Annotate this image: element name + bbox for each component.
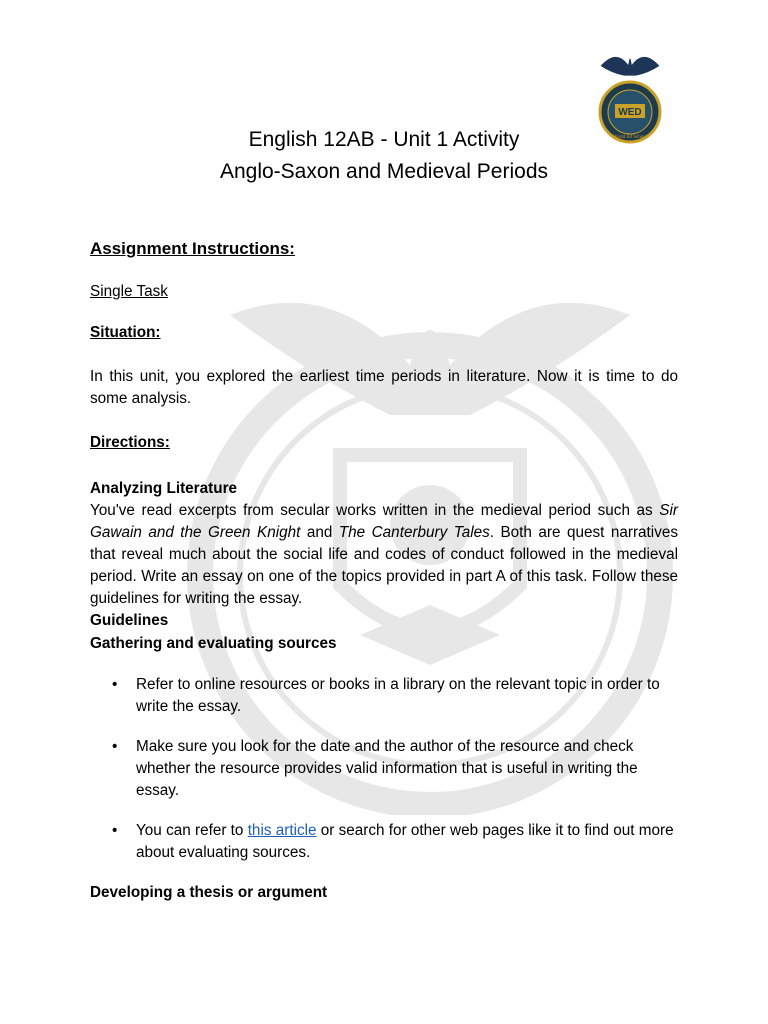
logo-ring-text: World Ed School [612,135,648,140]
situation-heading: Situation: [90,324,161,341]
bullet-icon: • [112,676,118,693]
single-task-label: Single Task [90,283,168,300]
bullet-text: Refer to online resources or books in a library on the relevant topic in order to write the essay. [136,676,660,715]
analyzing-literature-heading: Analyzing Literature [90,480,238,497]
analyzing-literature-text [90,500,678,610]
analyzing-text-part2: and [300,524,339,541]
bullet3-after: or search for other web pages like it to find out more about evaluating sources. [136,822,674,861]
this-article-link[interactable]: this article [247,822,317,839]
document-title-line1: English 12AB - Unit 1 Activity [248,128,520,151]
bullet3-before: You can refer to [136,822,248,839]
bullet-icon: • [112,738,118,755]
bullet-text: Make sure you look for the date and the author of the resource and check whether the resource provides valid information that is useful in writing the essay. [136,738,638,799]
logo-text: WED [618,107,642,118]
guidelines-heading: Guidelines [90,612,169,629]
work-title-canterbury: The Canterbury Tales [338,524,490,541]
bullet-icon: • [112,822,118,839]
document-title-line2: Anglo-Saxon and Medieval Periods [219,160,549,183]
work-title-gawain: Sir Gawain and the Green Knight [90,502,678,541]
analyzing-text-part1: You've read excerpts from secular works written in the medieval period such as [90,502,660,519]
situation-text: In this unit, you explored the earliest time periods in literature. Now it is time to do some analysis. [90,368,678,407]
directions-heading: Directions: [90,434,170,451]
assignment-instructions-heading: Assignment Instructions: [90,239,295,258]
analyzing-text-part3: . Both are quest narratives that reveal much about the social life and codes of conduct followed in the medieval period. Write an essay on one of the topics provided in part A of this task. Follow these guidelines for writing the essay. [90,524,678,607]
developing-thesis-heading: Developing a thesis or argument [90,884,328,901]
gathering-sources-heading: Gathering and evaluating sources [90,635,337,652]
bullet-text [136,820,678,864]
